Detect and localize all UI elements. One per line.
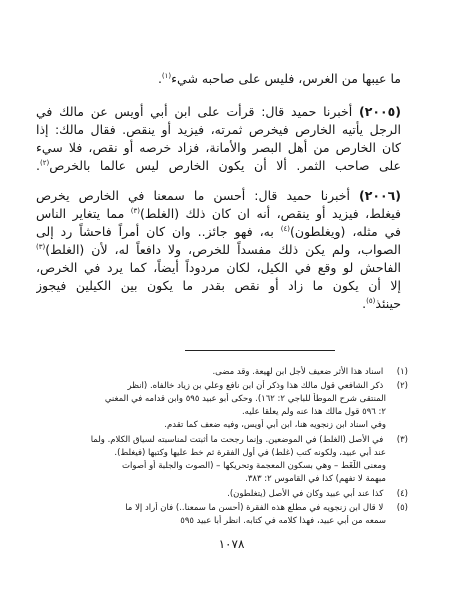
body-line: (٢٠٠٦) أخبرنا حميد قال: أحسن ما سمعنا في الخارص يخرص — [36, 188, 401, 203]
footnote: (٣) في الأصل (الغلط) في الموضعين. وإنما رجحت ما أثبتت لمناسبته لسياق الكلام. ولما — [90, 435, 408, 445]
body-line: الصواب، ولم يكن ذلك مفسداً للخرص، ولا دافعاً له، لأن (الغلط)$^{(٣)}$ — [36, 242, 401, 257]
footnote: (٤) كذا عند أبي عبيد وكان في الأصل (يتغلطون). — [227, 489, 408, 499]
body-line: في مثله، (ويغلطون)$^{(٤)}$ به، فهو جائز.. وان كان أمراً فاحشاً رد إلى — [36, 224, 401, 239]
footnote-continuation: وفي اسناد ابن زنجويه هنا، ابن أبي أويس، وفيه ضعف كما تقدم. — [164, 420, 386, 430]
footnote: (١) اسناد هذا الأثر ضعيف لأجل ابن لهيعة. وقد مضى. — [212, 367, 408, 377]
footnote-continuation: مبهمة لا تفهم) كذا في القاموس ٢: ٣٨٣. — [245, 474, 386, 484]
page-number: ١٠٧٨ — [218, 537, 245, 551]
body-line: حينئذ$^{(٥)}$. — [362, 296, 401, 311]
entry-number: (٢٠٠٦) — [359, 188, 401, 203]
footnote-continuation: سمعه من أبي عبيد، فهذا كلامه في كتابه. انظر أبا عبيد ٥٩٥ — [180, 516, 386, 526]
footnote: (٥) لا قال ابن زنجويه في مطلع هذه الفقرة (أحسن ما سمعنا..) فان أراد إلا ما — [125, 503, 408, 513]
body-line: الفاحش لو وقع في الكيل، لكان مردوداً أيضاً، كما يرد في الخرص، — [36, 260, 401, 275]
footnote-continuation: عند أبي عبيد، ولكونه كتب (غلط) في أول الفقرة ثم خط عليها وكتبها (فيغلط). — [114, 448, 386, 458]
footnote: (٢) ذكر الشافعي قول مالك هذا وذكر أن ابن نافع وعلي بن زياد خالفاه. (انظر — [127, 381, 408, 391]
footnote-continuation: المنتقى شرح الموطأ للباجي ٢: ١٦٢). وحكى أبو عبيد ٥٩٥ وابن قدامه في المغني — [104, 394, 386, 404]
footnote-continuation: ٢: ٥٩٦ قول مالك هذا عنه ولم يعلقا عليه. — [241, 407, 386, 417]
body-line: (٢٠٠٥) أخبرنا حميد قال: قرأت على ابن أبي أويس عن مالك في — [36, 104, 401, 119]
body-line: ما عيبها من الغرس، فليس على صاحبه شيء$^{(١)}$. — [157, 71, 401, 86]
body-line: فيغلط، فيزيد أو ينقص، أنه ان كان ذلك (الغلط)$^{(٣)}$ مما يتغاير الناس — [36, 206, 401, 221]
body-line: على صاحب الثمر. ألا أن يكون الخارص ليس عالما بالخرص$^{(٢)}$. — [36, 158, 401, 173]
footnote-continuation: ومعنى اللَّغَط – وهي بسكون المعجمة وتحريكها – (الصوت والجلبة أو أصوات — [122, 461, 386, 471]
body-line: إلا أن يكون ما زاد أو نقص بقدر ما يكون بين الكيلين فيجوز — [36, 278, 401, 293]
entry-number: (٢٠٠٥) — [359, 104, 401, 119]
body-line: الرجل يأتيه الخارص فيخرص ثمرته، فيزيد أو ينقص. فقال مالك: إذا — [36, 122, 401, 137]
footnote-separator — [185, 350, 335, 351]
body-line: كان الخارص من أهل البصر والأمانة، فزاد خرصه أو نقص، فلا سيء — [36, 140, 401, 155]
